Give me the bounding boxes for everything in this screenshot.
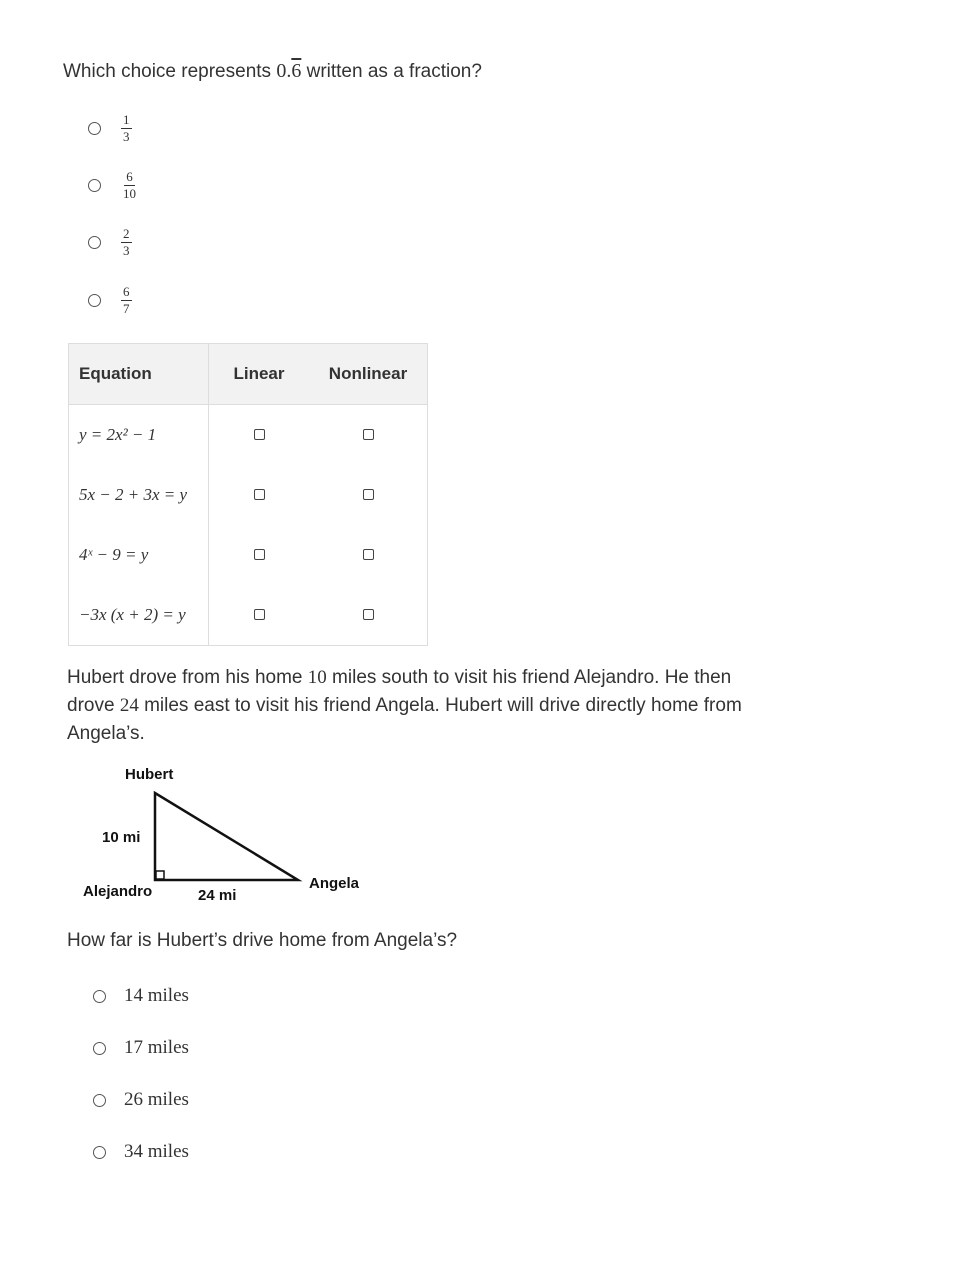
- choice-label: 17 miles: [124, 1037, 189, 1058]
- equation-cell: −3x (x + 2) = y: [69, 585, 209, 646]
- table-row: [69, 465, 428, 525]
- equation-cell: 5x − 2 + 3x = y: [69, 465, 209, 525]
- choice-label: 26 miles: [124, 1089, 189, 1110]
- q1-choice-c[interactable]: [88, 227, 132, 258]
- linear-nonlinear-table: [68, 343, 428, 646]
- nonlinear-checkbox[interactable]: [363, 609, 374, 620]
- nonlinear-checkbox[interactable]: [363, 429, 374, 440]
- label-angela: Angela: [309, 875, 360, 892]
- equation-cell: 4ˣ − 9 = y: [69, 525, 209, 585]
- table-row: [69, 585, 428, 646]
- label-10-mi: 10 mi: [102, 829, 141, 846]
- fraction: $\frac{6}{10}$: [123, 169, 136, 201]
- nonlinear-checkbox[interactable]: [363, 489, 374, 500]
- choice-label: 34 miles: [124, 1141, 189, 1162]
- fraction: $\frac{6}{7}$: [123, 284, 130, 316]
- label-24-mi: 24 mi: [198, 887, 237, 904]
- header-linear: Linear: [209, 344, 310, 405]
- radio-button[interactable]: [93, 990, 106, 1003]
- radio-button[interactable]: [88, 236, 101, 249]
- question-2-paragraph: Hubert drove from his home 10 miles south to visit his friend Alejandro. He then drove 24 miles east to visit his friend Angela. Hubert will drive directly home from Angela’s.: [67, 667, 742, 744]
- question-1-prefix: Which choice represents: [63, 61, 277, 82]
- right-angle-marker: [156, 871, 164, 879]
- radio-button[interactable]: [88, 122, 101, 135]
- choice-label: 14 miles: [124, 985, 189, 1006]
- radio-button[interactable]: [88, 179, 101, 192]
- q2-choice-b[interactable]: [93, 1037, 189, 1059]
- decimal-repeating: 6: [291, 60, 302, 82]
- header-equation: Equation: [69, 344, 209, 405]
- question-1-text: [63, 60, 482, 83]
- radio-button[interactable]: [93, 1146, 106, 1159]
- q2-choice-c[interactable]: [93, 1089, 189, 1111]
- linear-checkbox[interactable]: [254, 549, 265, 560]
- right-triangle: [155, 793, 298, 880]
- label-alejandro: Alejandro: [83, 883, 153, 900]
- table-row: [69, 525, 428, 585]
- linear-checkbox[interactable]: [254, 429, 265, 440]
- equation-cell: y = 2x² − 1: [69, 405, 209, 466]
- q2-choice-a[interactable]: [93, 985, 189, 1007]
- q2-choice-d[interactable]: [93, 1141, 189, 1163]
- question-2-prompt: How far is Hubert’s drive home from Angela’s?: [67, 930, 458, 951]
- radio-button[interactable]: [93, 1094, 106, 1107]
- table-header-row: [69, 344, 428, 405]
- triangle-diagram: [70, 760, 390, 910]
- distance-east: 24: [119, 695, 139, 716]
- question-1-suffix: written as a fraction?: [301, 61, 482, 82]
- decimal-whole: 0.: [276, 60, 292, 82]
- distance-south: 10: [307, 667, 327, 688]
- radio-button[interactable]: [88, 294, 101, 307]
- fraction: $\frac{2}{3}$: [123, 226, 130, 258]
- fraction: $\frac{1}{3}$: [123, 112, 130, 144]
- table-row: [69, 405, 428, 466]
- label-hubert: Hubert: [125, 766, 174, 783]
- q1-choice-d[interactable]: [88, 285, 132, 316]
- linear-checkbox[interactable]: [254, 489, 265, 500]
- q1-choice-a[interactable]: [88, 113, 132, 144]
- q1-choice-b[interactable]: [88, 170, 138, 201]
- nonlinear-checkbox[interactable]: [363, 549, 374, 560]
- header-nonlinear: Nonlinear: [309, 344, 428, 405]
- radio-button[interactable]: [93, 1042, 106, 1055]
- linear-checkbox[interactable]: [254, 609, 265, 620]
